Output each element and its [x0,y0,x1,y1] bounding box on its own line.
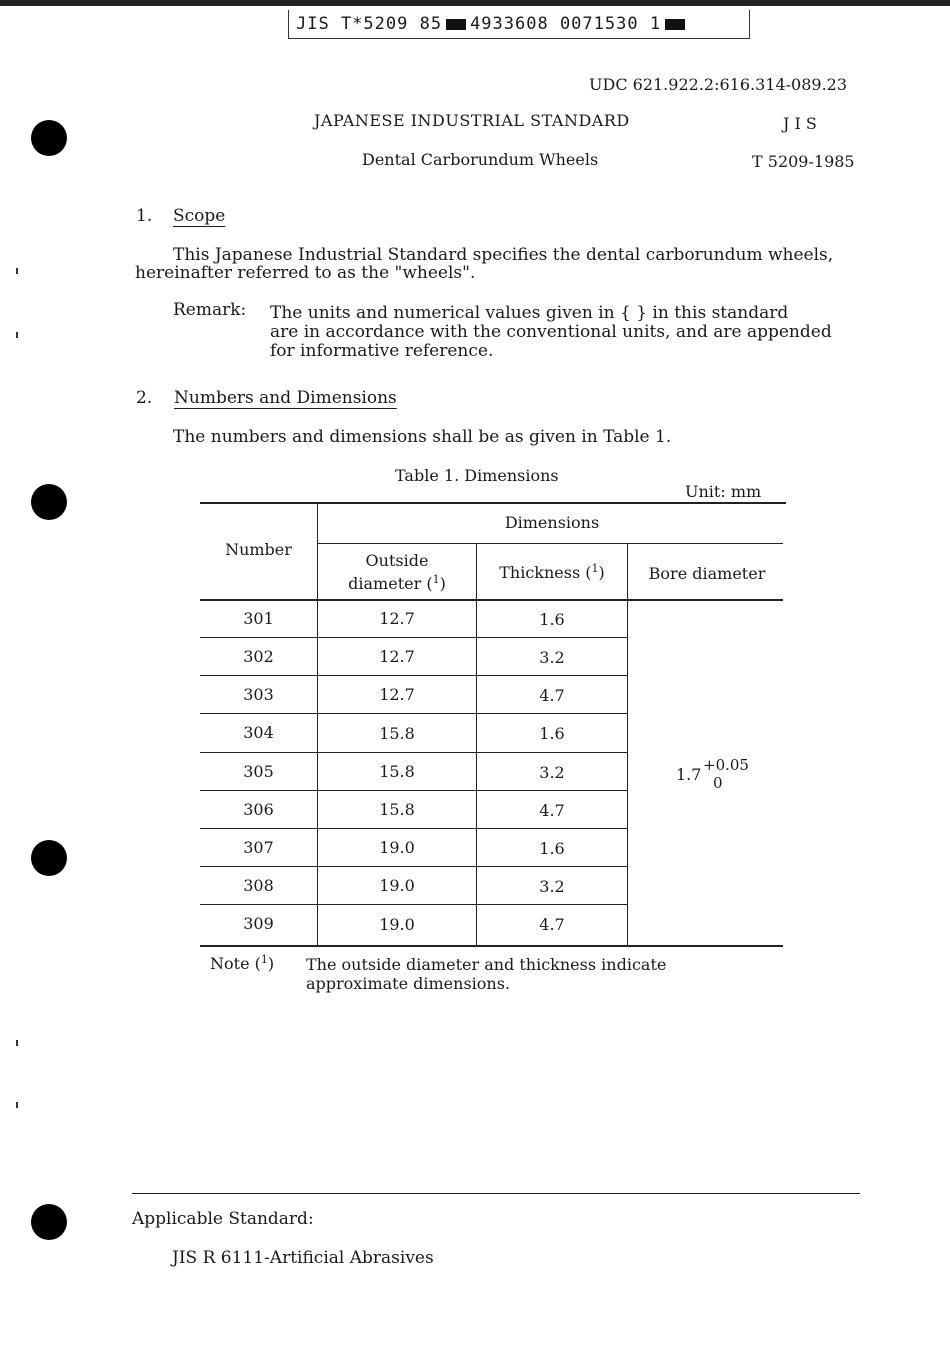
punch-hole-icon [31,1204,67,1240]
cell-number: 307 [243,838,274,857]
section-2-title: Numbers and Dimensions [174,388,397,408]
cell-outside: 15.8 [379,800,415,819]
header-thickness: Thickness ($^1$) [499,562,605,582]
bore-lower-tolerance: 0 [713,774,723,792]
cell-thickness: 3.2 [539,877,565,896]
remark-line-2: are in accordance with the conventional units, and are appended [270,322,832,342]
dimensions-header-rule [318,543,783,544]
row-rule [200,752,628,753]
cell-outside: 12.7 [379,647,415,666]
cell-outside: 19.0 [379,915,415,934]
cell-outside: 12.7 [379,609,415,628]
section-2-body: The numbers and dimensions shall be as given in Table 1. [173,427,672,447]
cell-number: 306 [243,800,274,819]
cell-thickness: 1.6 [539,839,565,858]
note-line-2: approximate dimensions. [306,974,511,993]
cell-outside: 19.0 [379,838,415,857]
row-rule [200,866,628,867]
document-number: T 5209-1985 [752,152,855,171]
row-rule [200,637,628,638]
dimensions-table [200,502,786,952]
bore-upper-tolerance: +0.05 [703,756,749,774]
redaction-block-icon [665,19,685,30]
header-bottom-rule [200,599,783,601]
cell-outside: 19.0 [379,876,415,895]
cell-number: 302 [243,647,274,666]
header-number: Number [225,540,292,559]
redaction-block-icon [446,19,466,30]
scan-mark [16,268,18,274]
punch-hole-icon [31,120,67,156]
cell-thickness: 4.7 [539,915,565,934]
col-divider [627,543,628,945]
applicable-standard-item: JIS R 6111-Artificial Abrasives [172,1248,434,1268]
cell-number: 301 [243,609,274,628]
standard-title: JAPANESE INDUSTRIAL STANDARD [314,111,630,130]
bore-diameter-base: 1.7 [676,765,702,784]
cell-thickness: 4.7 [539,686,565,705]
header-outside-line2: diameter ($^1$) [348,573,446,593]
punch-hole-icon [31,484,67,520]
header-outside-line1: Outside [365,551,429,570]
table-caption: Table 1. Dimensions [395,466,559,485]
table-top-rule [200,502,786,504]
row-rule [200,828,628,829]
cell-number: 304 [243,723,274,742]
scan-mark [16,1040,18,1046]
cell-thickness: 1.6 [539,724,565,743]
header-dimensions: Dimensions [504,513,600,532]
remark-line-3: for informative reference. [270,341,494,361]
section-1-title: Scope [173,206,226,226]
scope-line-2: hereinafter referred to as the "wheels". [135,263,476,283]
cell-outside: 12.7 [379,685,415,704]
scan-mark [16,332,18,338]
row-rule [200,790,628,791]
header-bore-diameter: Bore diameter [648,564,766,583]
scan-mark [16,1102,18,1108]
cell-thickness: 1.6 [539,610,565,629]
section-1-number: 1. [136,206,153,226]
jis-mark: J I S [783,114,817,133]
footer-rule [132,1193,860,1194]
table-bottom-rule [200,945,783,947]
row-rule [200,675,628,676]
cell-outside: 15.8 [379,724,415,743]
cell-number: 309 [243,914,274,933]
udc-code: UDC 621.922.2:616.314-089.23 [589,75,848,94]
code-prefix: JIS T*5209 85 [296,14,443,34]
section-2-number: 2. [136,388,153,408]
cell-thickness: 3.2 [539,763,565,782]
table-unit: Unit: mm [685,482,762,501]
note-line-1: The outside diameter and thickness indicate [306,955,667,974]
cell-number: 303 [243,685,274,704]
cell-number: 308 [243,876,274,895]
cell-thickness: 3.2 [539,648,565,667]
code-suffix: 4933608 0071530 1 [470,14,662,34]
scope-line-1: This Japanese Industrial Standard specifies the dental carborundum wheels, [173,245,834,265]
document-code-strip [296,14,689,34]
note-label: Note ($^1$) [210,953,275,973]
remark-line-1: The units and numerical values given in { } in this standard [270,303,789,323]
document-subject: Dental Carborundum Wheels [362,150,599,169]
cell-outside: 15.8 [379,762,415,781]
remark-label: Remark: [173,300,247,320]
cell-thickness: 4.7 [539,801,565,820]
row-rule [200,904,628,905]
scan-top-edge [0,0,950,6]
punch-hole-icon [31,840,67,876]
row-rule [200,713,628,714]
header-outside-diameter [318,551,476,593]
applicable-standard-label: Applicable Standard: [132,1209,314,1229]
cell-number: 305 [243,762,274,781]
